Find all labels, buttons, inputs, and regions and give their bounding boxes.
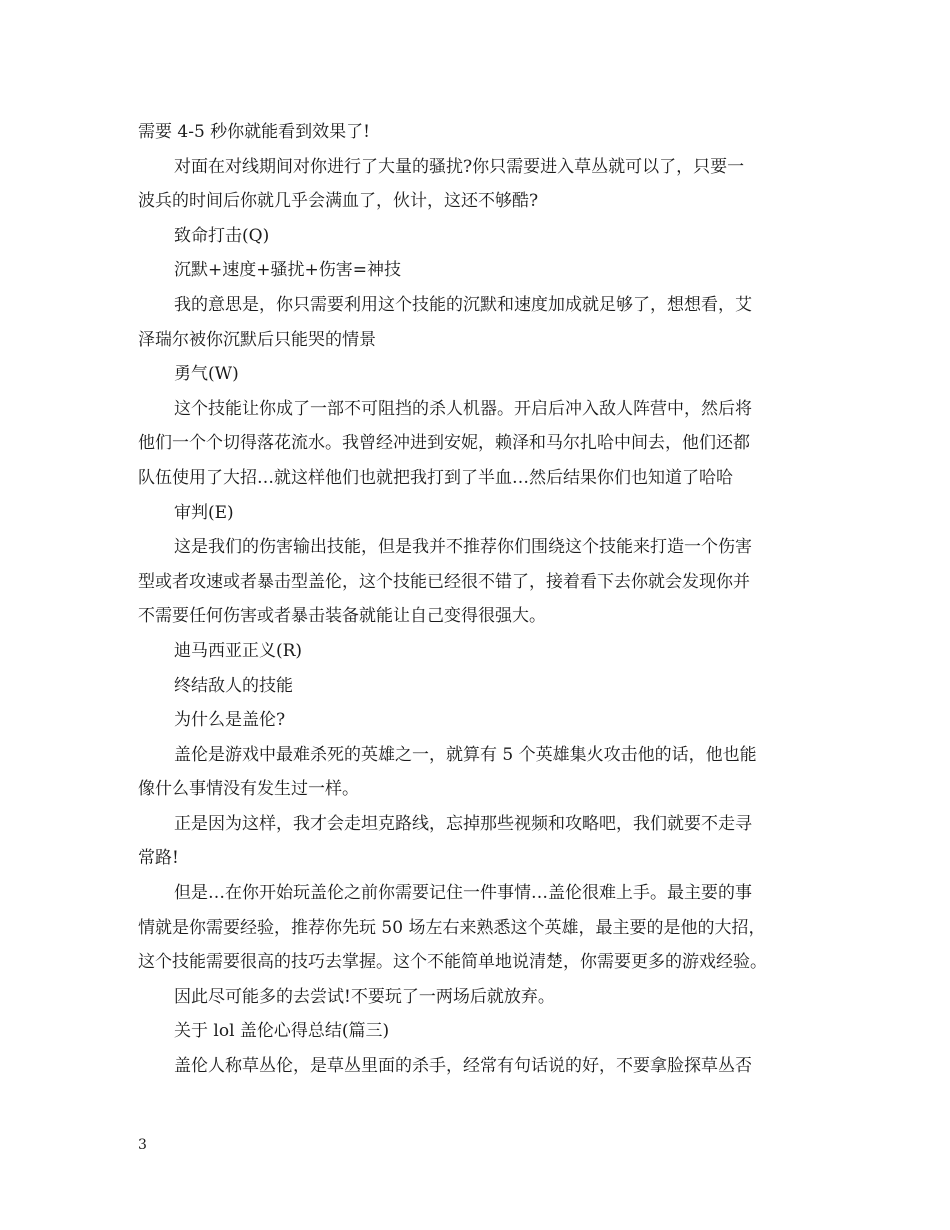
text-line: 因此尽可能多的去尝试!不要玩了一两场后就放弃。 xyxy=(174,986,555,1007)
text-line: 对面在对线期间对你进行了大量的骚扰?你只需要进入草丛就可以了，只要一 xyxy=(174,156,745,177)
text-line: 队伍使用了大招…就这样他们也就把我打到了半血…然后结果你们也知道了哈哈 xyxy=(138,467,733,488)
text-line: 终结敌人的技能 xyxy=(174,675,293,696)
text-line: 这是我们的伤害输出技能，但是我并不推荐你们围绕这个技能来打造一个伤害 xyxy=(174,537,752,558)
text-line: 波兵的时间后你就几乎会满血了，伙计，这还不够酷? xyxy=(138,191,539,212)
body-text xyxy=(138,115,818,1084)
text-line: 正是因为这样，我才会走坦克路线，忘掉那些视频和攻略吧，我们就要不走寻 xyxy=(174,813,752,834)
text-line: 沉默+速度+骚扰+伤害=神技 xyxy=(174,260,401,281)
text-line: 致命打击(Q) xyxy=(174,225,270,246)
text-line: 盖伦人称草丛伦，是草丛里面的杀手，经常有句话说的好，不要拿脸探草丛否 xyxy=(174,1056,752,1077)
text-line: 型或者攻速或者暴击型盖伦，这个技能已经很不错了，接着看下去你就会发现你并 xyxy=(138,571,750,592)
text-line: 我的意思是，你只需要利用这个技能的沉默和速度加成就足够了，想想看，艾 xyxy=(174,294,752,315)
text-line: 像什么事情没有发生过一样。 xyxy=(138,779,359,800)
text-line: 迪马西亚正义(R) xyxy=(174,640,303,661)
text-line: 关于 lol 盖伦心得总结(篇三) xyxy=(174,1021,390,1042)
text-line: 情就是你需要经验，推荐你先玩 50 场左右来熟悉这个英雄，最主要的是他的大招， xyxy=(138,917,766,938)
page-number: 3 xyxy=(138,1137,147,1153)
text-line: 盖伦是游戏中最难杀死的英雄之一，就算有 5 个英雄集火攻击他的话，他也能 xyxy=(174,744,757,765)
text-line: 这个技能需要很高的技巧去掌握。这个不能简单地说清楚，你需要更多的游戏经验。 xyxy=(138,952,767,973)
text-line: 不需要任何伤害或者暴击装备就能让自己变得很强大。 xyxy=(138,606,546,627)
text-line: 勇气(W) xyxy=(174,364,239,385)
text-line: 为什么是盖伦? xyxy=(174,710,286,731)
text-line: 需要 4-5 秒你就能看到效果了! xyxy=(138,122,371,142)
text-line: 泽瑞尔被你沉默后只能哭的情景 xyxy=(138,329,376,350)
text-line: 他们一个个切得落花流水。我曾经冲进到安妮，赖泽和马尔扎哈中间去，他们还都 xyxy=(138,433,750,454)
text-line: 审判(E) xyxy=(174,502,234,523)
text-line: 常路! xyxy=(138,848,179,869)
text-line: 这个技能让你成了一部不可阻挡的杀人机器。开启后冲入敌人阵营中，然后将 xyxy=(174,398,752,419)
text-line: 但是…在你开始玩盖伦之前你需要记住一件事情…盖伦很难上手。最主要的事 xyxy=(174,883,752,904)
